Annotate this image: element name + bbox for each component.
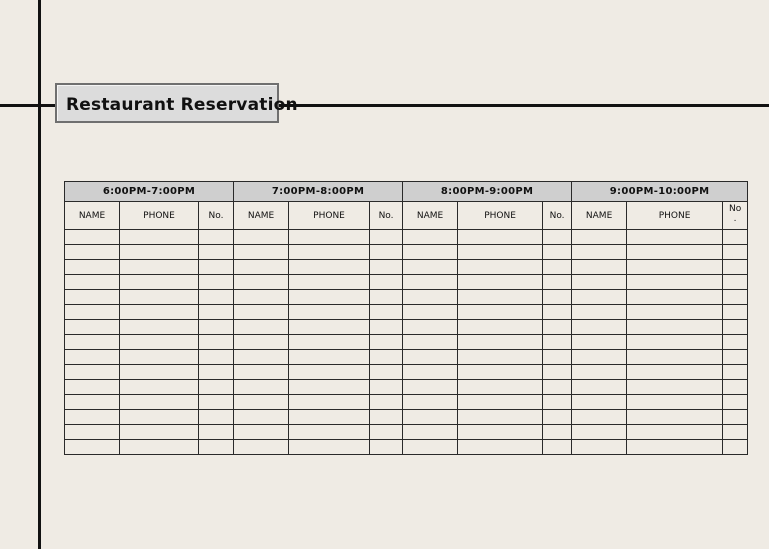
name-cell[interactable] bbox=[403, 380, 458, 395]
number-cell[interactable] bbox=[199, 335, 234, 350]
phone-cell[interactable] bbox=[458, 305, 543, 320]
number-column-header: No . bbox=[723, 202, 748, 230]
name-cell[interactable] bbox=[572, 350, 627, 365]
number-cell[interactable] bbox=[370, 320, 403, 335]
phone-cell[interactable] bbox=[458, 320, 543, 335]
number-cell[interactable] bbox=[543, 365, 572, 380]
name-cell[interactable] bbox=[403, 320, 458, 335]
name-cell[interactable] bbox=[65, 440, 120, 455]
phone-cell[interactable] bbox=[289, 290, 370, 305]
time-slot-header: 8:00PM-9:00PM bbox=[403, 182, 572, 202]
phone-cell[interactable] bbox=[627, 395, 723, 410]
name-cell[interactable] bbox=[234, 335, 289, 350]
number-cell[interactable] bbox=[543, 425, 572, 440]
number-cell[interactable] bbox=[370, 335, 403, 350]
name-cell[interactable] bbox=[403, 395, 458, 410]
name-cell[interactable] bbox=[403, 230, 458, 245]
name-cell[interactable] bbox=[65, 350, 120, 365]
name-cell[interactable] bbox=[403, 425, 458, 440]
name-column-header: NAME bbox=[234, 202, 289, 230]
number-cell[interactable] bbox=[370, 425, 403, 440]
name-cell[interactable] bbox=[65, 305, 120, 320]
phone-cell[interactable] bbox=[458, 440, 543, 455]
number-cell[interactable] bbox=[723, 350, 748, 365]
phone-cell[interactable] bbox=[627, 440, 723, 455]
phone-column-header: PHONE bbox=[120, 202, 199, 230]
title-box bbox=[55, 83, 298, 123]
name-cell[interactable] bbox=[65, 410, 120, 425]
name-cell[interactable] bbox=[572, 245, 627, 260]
name-cell[interactable] bbox=[65, 275, 120, 290]
name-cell[interactable] bbox=[65, 245, 120, 260]
phone-cell[interactable] bbox=[627, 245, 723, 260]
number-cell[interactable] bbox=[543, 335, 572, 350]
phone-cell[interactable] bbox=[627, 380, 723, 395]
name-cell[interactable] bbox=[403, 290, 458, 305]
number-cell[interactable] bbox=[543, 380, 572, 395]
number-cell[interactable] bbox=[370, 305, 403, 320]
name-column-header: NAME bbox=[572, 202, 627, 230]
number-cell[interactable] bbox=[370, 245, 403, 260]
phone-cell[interactable] bbox=[458, 260, 543, 275]
name-cell[interactable] bbox=[65, 260, 120, 275]
phone-cell[interactable] bbox=[627, 350, 723, 365]
number-cell[interactable] bbox=[370, 395, 403, 410]
phone-cell[interactable] bbox=[289, 335, 370, 350]
number-cell[interactable] bbox=[370, 275, 403, 290]
name-cell[interactable] bbox=[234, 275, 289, 290]
phone-cell[interactable] bbox=[120, 275, 199, 290]
phone-cell[interactable] bbox=[458, 395, 543, 410]
number-cell[interactable] bbox=[723, 305, 748, 320]
table-row bbox=[65, 335, 748, 350]
phone-cell[interactable] bbox=[289, 305, 370, 320]
name-cell[interactable] bbox=[572, 365, 627, 380]
number-cell[interactable] bbox=[723, 365, 748, 380]
number-cell[interactable] bbox=[370, 380, 403, 395]
number-cell[interactable] bbox=[723, 230, 748, 245]
name-cell[interactable] bbox=[234, 320, 289, 335]
name-cell[interactable] bbox=[65, 320, 120, 335]
number-cell[interactable] bbox=[199, 350, 234, 365]
phone-cell[interactable] bbox=[458, 365, 543, 380]
name-cell[interactable] bbox=[403, 350, 458, 365]
number-cell[interactable] bbox=[199, 365, 234, 380]
phone-cell[interactable] bbox=[289, 395, 370, 410]
number-cell[interactable] bbox=[199, 245, 234, 260]
name-cell[interactable] bbox=[572, 410, 627, 425]
phone-column-header: PHONE bbox=[627, 202, 723, 230]
name-cell[interactable] bbox=[234, 350, 289, 365]
phone-cell[interactable] bbox=[120, 350, 199, 365]
table-row bbox=[65, 440, 748, 455]
phone-cell[interactable] bbox=[120, 230, 199, 245]
phone-cell[interactable] bbox=[458, 335, 543, 350]
name-cell[interactable] bbox=[572, 260, 627, 275]
phone-cell[interactable] bbox=[627, 290, 723, 305]
name-cell[interactable] bbox=[572, 290, 627, 305]
number-cell[interactable] bbox=[543, 350, 572, 365]
table-row bbox=[65, 275, 748, 290]
phone-cell[interactable] bbox=[289, 260, 370, 275]
number-cell[interactable] bbox=[723, 275, 748, 290]
phone-cell[interactable] bbox=[120, 290, 199, 305]
number-cell[interactable] bbox=[199, 395, 234, 410]
phone-cell[interactable] bbox=[289, 365, 370, 380]
number-cell[interactable] bbox=[370, 230, 403, 245]
table-row bbox=[65, 320, 748, 335]
phone-cell[interactable] bbox=[120, 260, 199, 275]
name-cell[interactable] bbox=[234, 410, 289, 425]
number-column-header: No. bbox=[199, 202, 234, 230]
name-column-header: NAME bbox=[403, 202, 458, 230]
table-row bbox=[65, 290, 748, 305]
phone-cell[interactable] bbox=[289, 440, 370, 455]
phone-cell[interactable] bbox=[458, 275, 543, 290]
phone-cell[interactable] bbox=[120, 395, 199, 410]
phone-cell[interactable] bbox=[289, 425, 370, 440]
time-slot-header: 7:00PM-8:00PM bbox=[234, 182, 403, 202]
name-cell[interactable] bbox=[234, 380, 289, 395]
number-cell[interactable] bbox=[543, 440, 572, 455]
name-cell[interactable] bbox=[403, 410, 458, 425]
phone-cell[interactable] bbox=[627, 425, 723, 440]
name-cell[interactable] bbox=[403, 275, 458, 290]
number-cell[interactable] bbox=[543, 230, 572, 245]
number-cell[interactable] bbox=[543, 260, 572, 275]
number-cell[interactable] bbox=[199, 410, 234, 425]
number-column-header: No. bbox=[543, 202, 572, 230]
table-row bbox=[65, 365, 748, 380]
name-cell[interactable] bbox=[234, 245, 289, 260]
name-cell[interactable] bbox=[234, 395, 289, 410]
name-cell[interactable] bbox=[572, 440, 627, 455]
name-cell[interactable] bbox=[572, 305, 627, 320]
name-cell[interactable] bbox=[234, 365, 289, 380]
phone-cell[interactable] bbox=[120, 245, 199, 260]
time-slot-header: 6:00PM-7:00PM bbox=[65, 182, 234, 202]
phone-cell[interactable] bbox=[627, 410, 723, 425]
name-cell[interactable] bbox=[572, 320, 627, 335]
phone-cell[interactable] bbox=[458, 380, 543, 395]
number-cell[interactable] bbox=[723, 395, 748, 410]
table-row bbox=[65, 425, 748, 440]
name-cell[interactable] bbox=[572, 335, 627, 350]
number-cell[interactable] bbox=[199, 260, 234, 275]
number-cell[interactable] bbox=[723, 380, 748, 395]
table-row bbox=[65, 410, 748, 425]
phone-cell[interactable] bbox=[289, 275, 370, 290]
number-cell[interactable] bbox=[543, 410, 572, 425]
name-cell[interactable] bbox=[65, 395, 120, 410]
name-cell[interactable] bbox=[403, 365, 458, 380]
name-cell[interactable] bbox=[65, 230, 120, 245]
name-cell[interactable] bbox=[65, 425, 120, 440]
number-cell[interactable] bbox=[199, 425, 234, 440]
phone-cell[interactable] bbox=[289, 230, 370, 245]
number-cell[interactable] bbox=[723, 245, 748, 260]
name-cell[interactable] bbox=[403, 245, 458, 260]
name-column-header: NAME bbox=[65, 202, 120, 230]
phone-cell[interactable] bbox=[458, 230, 543, 245]
name-cell[interactable] bbox=[234, 440, 289, 455]
table-row bbox=[65, 395, 748, 410]
number-cell[interactable] bbox=[370, 260, 403, 275]
name-cell[interactable] bbox=[572, 230, 627, 245]
time-slot-row bbox=[65, 182, 748, 202]
name-cell[interactable] bbox=[572, 395, 627, 410]
vertical-rule bbox=[38, 0, 41, 549]
phone-cell[interactable] bbox=[458, 245, 543, 260]
name-cell[interactable] bbox=[403, 305, 458, 320]
phone-column-header: PHONE bbox=[458, 202, 543, 230]
phone-cell[interactable] bbox=[458, 425, 543, 440]
number-cell[interactable] bbox=[370, 440, 403, 455]
table-row bbox=[65, 230, 748, 245]
table-row bbox=[65, 350, 748, 365]
name-cell[interactable] bbox=[234, 230, 289, 245]
number-cell[interactable] bbox=[723, 290, 748, 305]
phone-cell[interactable] bbox=[627, 335, 723, 350]
number-cell[interactable] bbox=[370, 410, 403, 425]
name-cell[interactable] bbox=[234, 260, 289, 275]
phone-cell[interactable] bbox=[627, 230, 723, 245]
phone-cell[interactable] bbox=[120, 440, 199, 455]
number-cell[interactable] bbox=[199, 290, 234, 305]
number-cell[interactable] bbox=[370, 365, 403, 380]
number-cell[interactable] bbox=[199, 380, 234, 395]
number-cell[interactable] bbox=[199, 440, 234, 455]
phone-cell[interactable] bbox=[627, 260, 723, 275]
phone-cell[interactable] bbox=[627, 305, 723, 320]
phone-cell[interactable] bbox=[120, 335, 199, 350]
name-cell[interactable] bbox=[403, 335, 458, 350]
name-cell[interactable] bbox=[65, 290, 120, 305]
table-row bbox=[65, 380, 748, 395]
name-cell[interactable] bbox=[65, 365, 120, 380]
phone-cell[interactable] bbox=[120, 365, 199, 380]
phone-cell[interactable] bbox=[458, 290, 543, 305]
number-cell[interactable] bbox=[199, 305, 234, 320]
phone-cell[interactable] bbox=[458, 410, 543, 425]
number-cell[interactable] bbox=[723, 320, 748, 335]
table-row bbox=[65, 245, 748, 260]
number-cell[interactable] bbox=[199, 275, 234, 290]
column-header-row bbox=[65, 202, 748, 230]
name-cell[interactable] bbox=[65, 335, 120, 350]
name-cell[interactable] bbox=[234, 290, 289, 305]
phone-cell[interactable] bbox=[120, 410, 199, 425]
reservation-rows bbox=[65, 230, 748, 455]
phone-cell[interactable] bbox=[289, 350, 370, 365]
name-cell[interactable] bbox=[572, 380, 627, 395]
name-cell[interactable] bbox=[65, 380, 120, 395]
phone-cell[interactable] bbox=[289, 320, 370, 335]
phone-cell[interactable] bbox=[289, 410, 370, 425]
name-cell[interactable] bbox=[572, 275, 627, 290]
number-cell[interactable] bbox=[370, 290, 403, 305]
name-cell[interactable] bbox=[403, 440, 458, 455]
name-cell[interactable] bbox=[403, 260, 458, 275]
number-column-header: No. bbox=[370, 202, 403, 230]
name-cell[interactable] bbox=[572, 425, 627, 440]
number-cell[interactable] bbox=[543, 320, 572, 335]
number-cell[interactable] bbox=[543, 275, 572, 290]
phone-cell[interactable] bbox=[289, 245, 370, 260]
number-cell[interactable] bbox=[723, 425, 748, 440]
number-cell[interactable] bbox=[723, 410, 748, 425]
number-cell[interactable] bbox=[199, 320, 234, 335]
name-cell[interactable] bbox=[234, 425, 289, 440]
number-cell[interactable] bbox=[723, 440, 748, 455]
phone-cell[interactable] bbox=[120, 320, 199, 335]
phone-cell[interactable] bbox=[627, 320, 723, 335]
page-title: Restaurant Reservation bbox=[66, 95, 298, 115]
phone-cell[interactable] bbox=[120, 380, 199, 395]
phone-cell[interactable] bbox=[120, 305, 199, 320]
name-cell[interactable] bbox=[234, 305, 289, 320]
number-cell[interactable] bbox=[543, 395, 572, 410]
phone-cell[interactable] bbox=[627, 275, 723, 290]
phone-column-header: PHONE bbox=[289, 202, 370, 230]
table-row bbox=[65, 305, 748, 320]
number-cell[interactable] bbox=[370, 350, 403, 365]
phone-cell[interactable] bbox=[627, 365, 723, 380]
phone-cell[interactable] bbox=[289, 380, 370, 395]
number-cell[interactable] bbox=[199, 230, 234, 245]
reservation-table bbox=[64, 181, 748, 455]
number-cell[interactable] bbox=[543, 305, 572, 320]
phone-cell[interactable] bbox=[458, 350, 543, 365]
table-row bbox=[65, 260, 748, 275]
number-cell[interactable] bbox=[543, 290, 572, 305]
phone-cell[interactable] bbox=[120, 425, 199, 440]
number-cell[interactable] bbox=[723, 260, 748, 275]
number-cell[interactable] bbox=[543, 245, 572, 260]
time-slot-header: 9:00PM-10:00PM bbox=[572, 182, 748, 202]
number-cell[interactable] bbox=[723, 335, 748, 350]
